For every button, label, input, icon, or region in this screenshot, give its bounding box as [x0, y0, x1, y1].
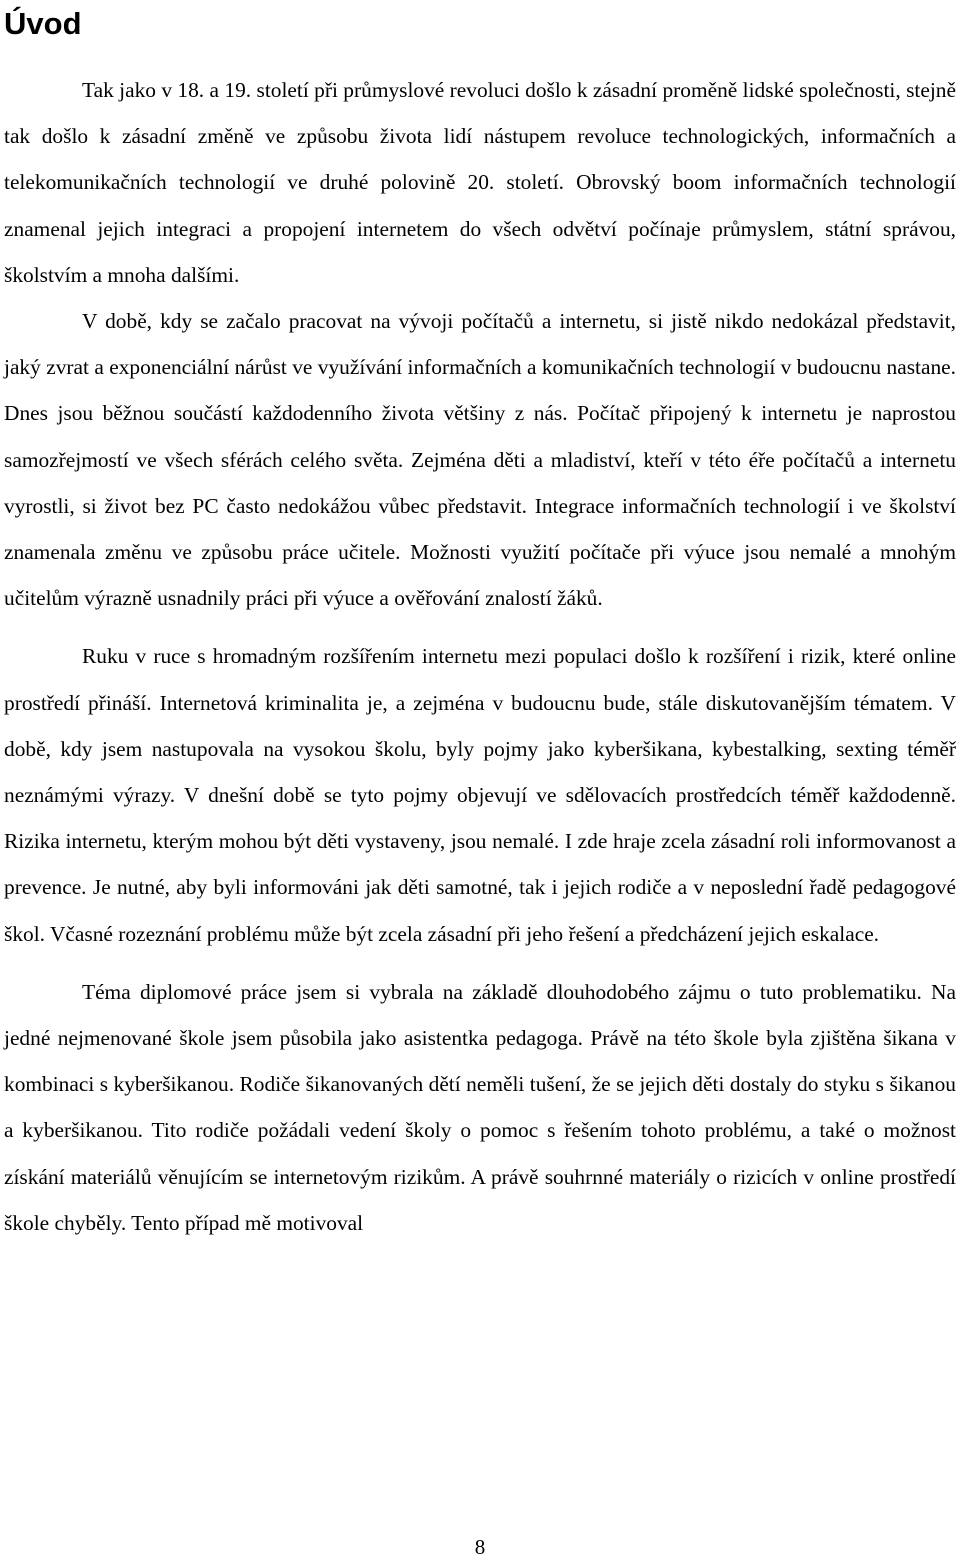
paragraph-computer-development: V době, kdy se začalo pracovat na vývoji počítačů a internetu, si jistě nikdo nedokázal představit, jaký zvrat a exponenciální nárůst ve využívání informačních a komunikačních technologií v budoucnu nastane. Dnes jsou běžnou součástí každodenního života většiny z nás. Počítač připojený k internetu je naprostou samozřejmostí ve všech sférách celého světa. Zejména děti a mladiství, kteří v této éře počítačů a internetu vyrostli, si život bez PC často nedokážou vůbec představit. Integrace informačních technologií i ve školství znamenala změnu ve způsobu práce učitele. Možnosti využití počítače při výuce jsou nemalé a mnohým učitelům výrazně usnadnily práci při výuce a ověřování znalostí žáků. — [4, 309, 956, 611]
paragraph-thesis-topic: Téma diplomové práce jsem si vybrala na základě dlouhodobého zájmu o tuto problematiku. Na jedné nejmenované škole jsem působila jako asistentka pedagoga. Právě na této škole byla zjištěna šikana v kombinaci s kyberšikanou. Rodiče šikanovaných dětí neměli tušení, že se jejich děti dostaly do styku s šikanou a kyberšikanou. Tito rodiče požádali vedení školy o pomoc s řešením tohoto problému, a také o možnost získání materiálů věnujícím se internetovým rizikům. A právě souhrnné materiály o rizicích v online prostředí škole chyběly. Tento případ mě motivoval — [4, 979, 956, 1235]
page-title: Úvod — [4, 6, 82, 41]
paragraph-introduction: Tak jako v 18. a 19. století při průmyslové revoluci došlo k zásadní proměně lidské společnosti, stejně tak došlo k zásadní změně ve způsobu života lidí nástupem revoluce technologických, informačních a telekomunikačních technologií ve druhé polovině 20. století. Obrovský boom informačních technologií znamenal jejich integraci a propojení internetem do všech odvětví počínaje průmyslem, státní správou, školstvím a mnoha dalšími. — [4, 78, 956, 287]
body-text — [4, 67, 956, 1246]
paragraph-internet-risks: Ruku v ruce s hromadným rozšířením internetu mezi populaci došlo k rozšíření i rizik, které online prostředí přináší. Internetová kriminalita je, a zejména v budoucnu bude, stále diskutovanějším tématem. V době, kdy jsem nastupovala na vysokou školu, byly pojmy jako kyberšikana, kybestalking, sexting téměř neznámými výrazy. V dnešní době se tyto pojmy objevují ve sdělovacích prostředcích téměř každodenně. Rizika internetu, kterým mohou být děti vystaveny, jsou nemalé. I zde hraje zcela zásadní roli informovanost a prevence. Je nutné, aby byli informováni jak děti samotné, tak i jejich rodiče a v neposlední řadě pedagogové škol. Včasné rozeznání problému může být zcela zásadní při jeho řešení a předcházení jejich eskalace. — [4, 644, 956, 946]
page-number: 8 — [474, 1535, 486, 1559]
